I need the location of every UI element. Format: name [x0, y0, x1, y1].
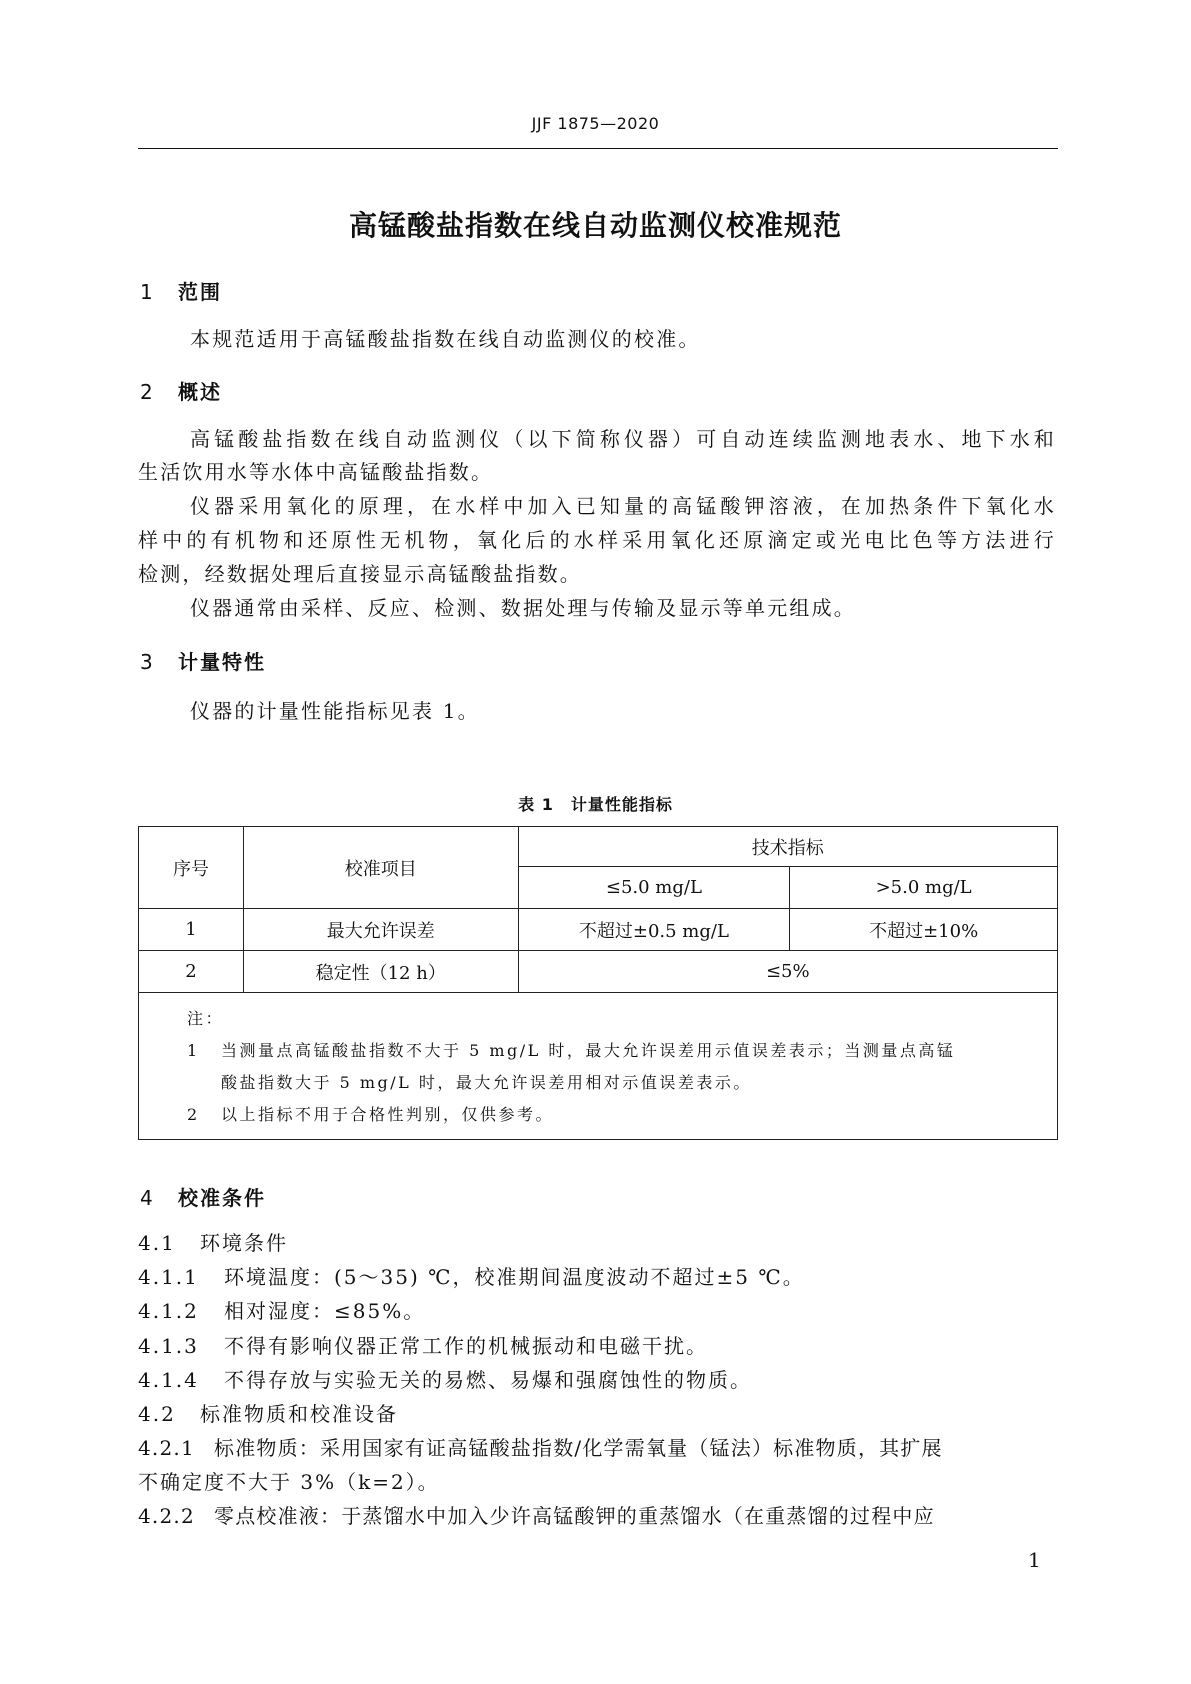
- paragraph-line: 样中的有机物和还原性无机物，氧化后的水样采用氧化还原滴定或光电比色等方法进行: [138, 528, 1056, 552]
- clause-number: 4.2: [138, 1402, 176, 1426]
- page-number: 1: [1028, 1548, 1041, 1572]
- clause-4-2-1-continuation: 不确定度不大于 3%（k=2）。: [138, 1470, 440, 1494]
- clause-text: 标准物质：采用国家有证高锰酸盐指数/化学需氧量（锰法）标准物质，其扩展: [214, 1436, 943, 1460]
- cell-item: 稳定性（12 h）: [243, 951, 518, 993]
- section-title: 概述: [178, 380, 222, 404]
- note-1: [187, 1035, 1043, 1067]
- document-title: 高锰酸盐指数在线自动监测仪校准规范: [348, 209, 842, 242]
- notes-label: 注：: [187, 1009, 225, 1028]
- section-title: 校准条件: [178, 1186, 266, 1210]
- clause-4-2-2: [138, 1500, 1056, 1529]
- section-4-heading: [140, 1182, 266, 1211]
- clause-number: 4.1: [138, 1231, 176, 1255]
- clause-4-1: [138, 1227, 1056, 1256]
- clause-text: 零点校准液：于蒸馏水中加入少许高锰酸钾的重蒸馏水（在重蒸馏的过程中应: [214, 1504, 935, 1528]
- clause-text: 环境温度：(5～35) ℃，校准期间温度波动不超过±5 ℃。: [224, 1265, 805, 1289]
- section-number: 3: [140, 650, 155, 674]
- cell-item: 最大允许误差: [243, 909, 518, 951]
- section-3-paragraph: 仪器的计量性能指标见表 1。: [190, 699, 480, 723]
- note-text: 当测量点高锰酸盐指数不大于 5 mg/L 时，最大允许误差用示值误差表示；当测量点高锰: [221, 1041, 956, 1060]
- header-seq: 序号: [139, 827, 244, 909]
- clause-number: 4.1.4: [138, 1368, 199, 1392]
- cell-high: 不超过±10%: [790, 909, 1058, 951]
- note-number: 2: [187, 1105, 200, 1124]
- section-3-heading: [140, 646, 266, 675]
- table-row: [139, 951, 1058, 993]
- note-number: 1: [187, 1041, 200, 1060]
- section-2-heading: [140, 376, 222, 405]
- cell-seq: 2: [139, 951, 244, 993]
- note-2: [187, 1099, 1043, 1131]
- header-spec: 技术指标: [518, 827, 1057, 867]
- section-1-paragraph: 本规范适用于高锰酸盐指数在线自动监测仪的校准。: [190, 327, 701, 351]
- clause-text: 环境条件: [200, 1231, 288, 1255]
- cell-merged: ≤5%: [518, 951, 1057, 993]
- clause-4-1-3: [138, 1330, 1056, 1359]
- paragraph-line: 检测，经数据处理后直接显示高锰酸盐指数。: [138, 562, 582, 586]
- clause-number: 4.1.3: [138, 1334, 199, 1358]
- clause-text: 标准物质和校准设备: [200, 1402, 398, 1426]
- cell-seq: 1: [139, 909, 244, 951]
- clause-number: 4.1.2: [138, 1299, 199, 1323]
- section-number: 2: [140, 380, 155, 404]
- section-number: 4: [140, 1186, 155, 1210]
- header-item: 校准项目: [243, 827, 518, 909]
- clause-4-1-1: [138, 1261, 1056, 1290]
- cell-low: 不超过±0.5 mg/L: [518, 909, 790, 951]
- note-1-continuation: 酸盐指数大于 5 mg/L 时，最大允许误差用相对示值误差表示。: [221, 1073, 752, 1092]
- table-notes: [139, 993, 1058, 1140]
- clause-text: 相对湿度：≤85%。: [224, 1299, 426, 1323]
- header-high-range: >5.0 mg/L: [790, 867, 1058, 909]
- section-title: 计量特性: [178, 650, 266, 674]
- clause-text: 不得存放与实验无关的易燃、易爆和强腐蚀性的物质。: [224, 1368, 752, 1392]
- paragraph-line: 高锰酸盐指数在线自动监测仪（以下简称仪器）可自动连续监测地表水、地下水和: [190, 427, 1056, 451]
- clause-4-1-2: [138, 1295, 1056, 1324]
- table-caption: 表 1 计量性能指标: [518, 795, 673, 814]
- note-text: 以上指标不用于合格性判别，仅供参考。: [221, 1105, 555, 1124]
- paragraph-line: 仪器采用氧化的原理，在水样中加入已知量的高锰酸钾溶液，在加热条件下氧化水: [190, 494, 1056, 518]
- table-row: [139, 909, 1058, 951]
- section-1-heading: [140, 276, 222, 305]
- clause-number: 4.2.1: [138, 1436, 195, 1460]
- section-title: 范围: [178, 280, 222, 304]
- paragraph-line: 生活饮用水等水体中高锰酸盐指数。: [138, 460, 494, 484]
- section-number: 1: [140, 280, 155, 304]
- clause-text: 不得有影响仪器正常工作的机械振动和电磁干扰。: [224, 1334, 708, 1358]
- header-low-range: ≤5.0 mg/L: [518, 867, 790, 909]
- clause-4-2: [138, 1398, 1056, 1427]
- metric-table: [138, 826, 1058, 1140]
- header-divider: [138, 148, 1058, 149]
- clause-number: 4.1.1: [138, 1265, 199, 1289]
- clause-4-1-4: [138, 1364, 1056, 1393]
- clause-number: 4.2.2: [138, 1504, 195, 1528]
- paragraph-line: 仪器通常由采样、反应、检测、数据处理与传输及显示等单元组成。: [190, 596, 856, 620]
- clause-4-2-1: [138, 1432, 1056, 1461]
- standard-code: JJF 1875—2020: [531, 114, 660, 133]
